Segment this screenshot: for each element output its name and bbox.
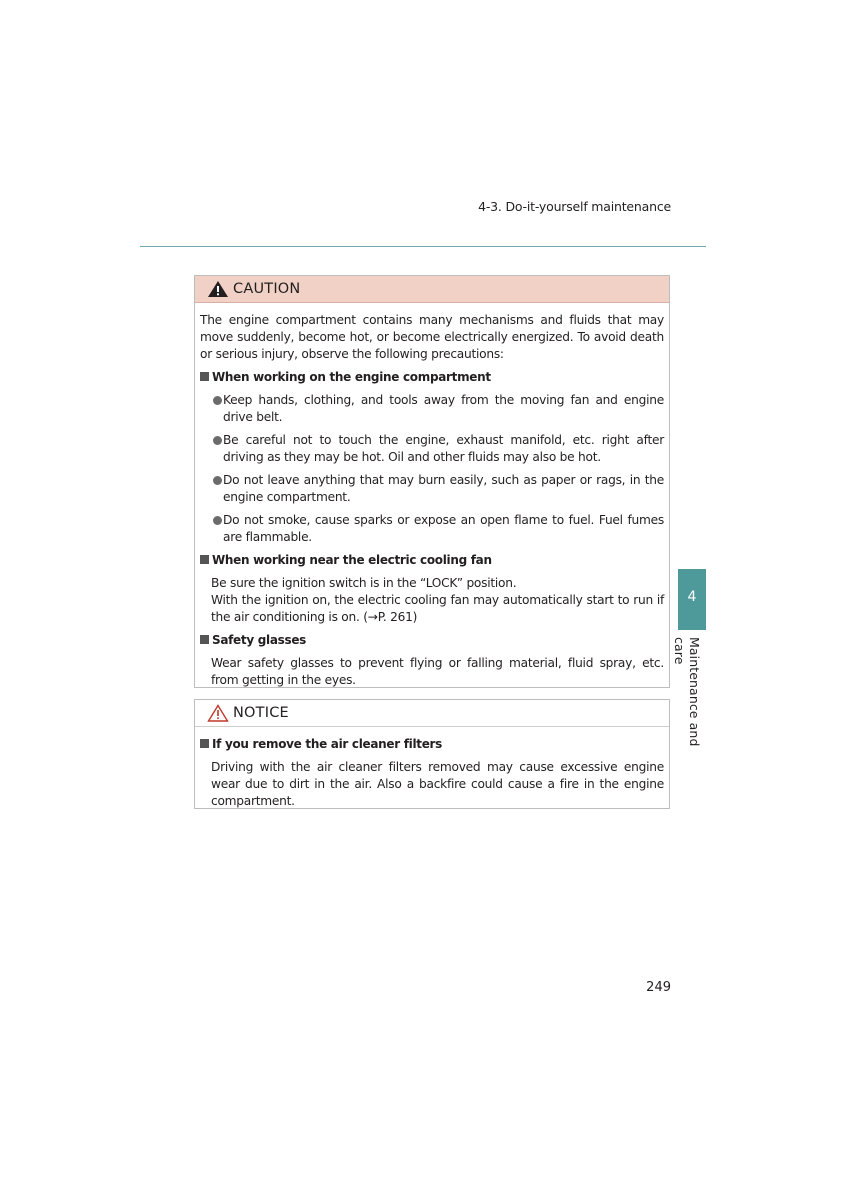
notice-header [195, 700, 669, 727]
list-item: Be careful not to touch the engine, exhaust manifold, etc. right after driving as they may be hot. Oil and other fluids may also be hot. [200, 432, 664, 466]
list-item: Do not leave anything that may burn easily, such as paper or rags, in the engine compartment. [200, 472, 664, 506]
section-heading-cooling-fan: When working near the electric cooling fan [200, 552, 664, 569]
round-bullet-icon [213, 476, 222, 485]
caution-box [194, 275, 670, 688]
round-bullet-icon [213, 396, 222, 405]
caution-body [195, 303, 669, 689]
section-heading-engine-compartment: When working on the engine compartment [200, 369, 664, 386]
caution-header [195, 276, 669, 303]
square-bullet-icon [200, 739, 209, 748]
round-bullet-icon [213, 516, 222, 525]
page-number: 249 [646, 980, 671, 995]
air-cleaner-text: Driving with the air cleaner filters removed may cause excessive engine wear due to dirt in the air. Also a backfire could cause a fire in the engine compartment. [211, 760, 664, 808]
warning-outline-icon [207, 704, 229, 722]
safety-glasses-text: Wear safety glasses to prevent flying or falling material, fluid spray, etc. from getting in the eyes. [211, 656, 664, 687]
section-title: 4-3. Do-it-yourself maintenance [478, 199, 671, 214]
notice-body [195, 727, 669, 810]
warning-triangle-icon [207, 280, 229, 298]
list-item: Do not smoke, cause sparks or expose an open flame to fuel. Fuel fumes are flammable. [200, 512, 664, 546]
round-bullet-icon [213, 436, 222, 445]
notice-title: NOTICE [233, 705, 289, 721]
notice-box [194, 699, 670, 809]
page-reference-text: With the ignition on, the electric cooling fan may automatically start to run if the air conditioning is on. (→P. 261) [211, 593, 664, 624]
square-bullet-icon [200, 555, 209, 564]
header-rule [140, 246, 706, 247]
list-item: Keep hands, clothing, and tools away from the moving fan and engine drive belt. [200, 392, 664, 426]
caution-title: CAUTION [233, 281, 301, 297]
chapter-label: Maintenance and care [672, 637, 702, 747]
caution-intro: The engine compartment contains many mechanisms and fluids that may move suddenly, become hot, or become electrically energized. To avoid death or serious injury, observe the following precautions: [200, 313, 664, 361]
section-heading-safety-glasses: Safety glasses [200, 632, 664, 649]
square-bullet-icon [200, 635, 209, 644]
square-bullet-icon [200, 372, 209, 381]
cooling-fan-text: Be sure the ignition switch is in the “LOCK” position. With the ignition on, the electric cooling fan may automatically start to run if the air conditioning is on. (→P. 261) [211, 576, 664, 624]
section-heading-air-cleaner: If you remove the air cleaner filters [200, 736, 664, 753]
chapter-tab: 4 [678, 569, 706, 630]
